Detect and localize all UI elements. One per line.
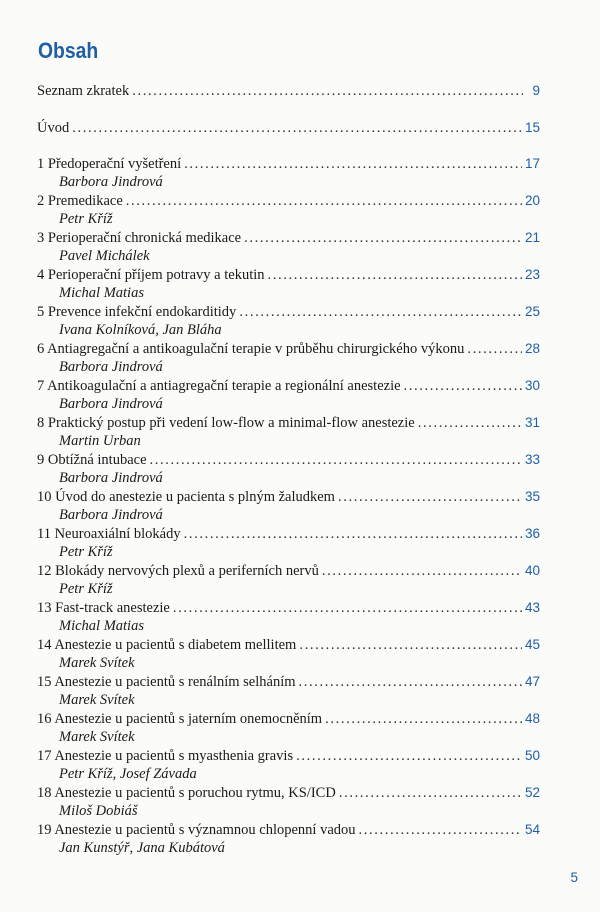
- toc-entry-authors: Marek Svítek: [59, 655, 135, 671]
- toc-entry-authors: Martin Urban: [59, 433, 141, 449]
- toc-entry-page: 9: [532, 83, 540, 98]
- toc-entry-authors: Marek Svítek: [59, 729, 135, 745]
- dot-leader: [467, 340, 522, 358]
- toc-entry-chapter[interactable]: [37, 414, 540, 432]
- dot-leader: [299, 636, 522, 654]
- toc-entry-chapter[interactable]: [37, 488, 540, 506]
- toc-entry-page: 36: [524, 526, 540, 541]
- dot-leader: [72, 119, 522, 137]
- spacer: [37, 137, 540, 155]
- chapter-list: [37, 155, 540, 858]
- toc-entry-label: 14 Anestezie u pacientů s diabetem mellitem: [37, 637, 297, 653]
- toc-entry-page: 31: [524, 415, 540, 430]
- toc-entry-authors: Petr Kříž: [59, 211, 113, 227]
- toc-entry-page: 45: [524, 637, 540, 652]
- toc-entry-label: 6 Antiagregační a antikoagulační terapie v průběhu chirurgického výkonu: [37, 341, 465, 357]
- toc-entry-page: 43: [524, 600, 540, 615]
- dot-leader: [418, 414, 522, 432]
- toc-entry-authors: Barbora Jindrová: [59, 359, 163, 375]
- toc-entry-page: 17: [524, 156, 540, 171]
- toc-entry-page: 21: [524, 230, 540, 245]
- toc-entry-authors: Barbora Jindrová: [59, 470, 163, 486]
- toc-entry-authors: Barbora Jindrová: [59, 174, 163, 190]
- dot-leader: [404, 377, 522, 395]
- toc-entry-authors: Ivana Kolníková, Jan Bláha: [59, 322, 222, 338]
- dot-leader: [299, 673, 522, 691]
- dot-leader: [338, 488, 522, 506]
- toc-entry-label: 18 Anestezie u pacientů s poruchou rytmu, KS/ICD: [37, 785, 336, 801]
- dot-leader: [239, 303, 522, 321]
- toc-entry-page: 25: [524, 304, 540, 319]
- toc-entry-authors: Marek Svítek: [59, 692, 135, 708]
- toc-entry-page: 48: [524, 711, 540, 726]
- toc-entry-page: 28: [524, 341, 540, 356]
- toc-entry-abbreviations[interactable]: [37, 82, 540, 100]
- page-title: Obsah: [38, 38, 99, 63]
- toc-entry-authors: Petr Kříž: [59, 544, 113, 560]
- toc-entry-page: 35: [524, 489, 540, 504]
- dot-leader: [244, 229, 522, 247]
- toc-entry-label: Úvod: [37, 120, 70, 136]
- toc-entry-chapter[interactable]: [37, 710, 540, 728]
- toc-entry-page: 15: [524, 120, 540, 135]
- toc-entry-label: 8 Praktický postup při vedení low-flow a minimal-flow anestezie: [37, 415, 415, 431]
- dot-leader: [184, 155, 522, 173]
- toc-entry-chapter[interactable]: [37, 636, 540, 654]
- toc-entry-chapter[interactable]: [37, 562, 540, 580]
- toc-entry-chapter[interactable]: [37, 340, 540, 358]
- toc-entry-label: 10 Úvod do anestezie u pacienta s plným žaludkem: [37, 489, 335, 505]
- toc-entry-authors: Jan Kunstýř, Jana Kubátová: [59, 840, 225, 856]
- toc-entry-label: 13 Fast-track anestezie: [37, 600, 170, 616]
- toc-entry-label: 16 Anestezie u pacientů s jaterním onemocněním: [37, 711, 323, 727]
- toc-entry-authors: Barbora Jindrová: [59, 396, 163, 412]
- toc-entry-page: 50: [524, 748, 540, 763]
- toc-entry-page: 20: [524, 193, 540, 208]
- toc-entry-chapter[interactable]: [37, 673, 540, 691]
- toc-entry-label: 5 Prevence infekční endokarditidy: [37, 304, 237, 320]
- toc-entry-chapter[interactable]: [37, 451, 540, 469]
- dot-leader: [296, 747, 522, 765]
- toc-entry-chapter[interactable]: [37, 229, 540, 247]
- toc-entry-chapter[interactable]: [37, 303, 540, 321]
- toc-entry-page: 52: [524, 785, 540, 800]
- toc-entry-authors: Michal Matias: [59, 618, 144, 634]
- spacer: [37, 100, 540, 119]
- toc-entry-label: 12 Blokády nervových plexů a periferních nervů: [37, 563, 319, 579]
- toc-entry-introduction[interactable]: [37, 119, 540, 137]
- dot-leader: [322, 562, 522, 580]
- toc-entry-chapter[interactable]: [37, 377, 540, 395]
- toc-entry-label: 3 Perioperační chronická medikace: [37, 230, 242, 246]
- toc-entry-label: 17 Anestezie u pacientů s myasthenia gravis: [37, 748, 294, 764]
- toc-entry-page: 54: [524, 822, 540, 837]
- toc-entry-authors: Petr Kříž, Josef Závada: [59, 766, 197, 782]
- dot-leader: [173, 599, 522, 617]
- toc-entry-label: 19 Anestezie u pacientů s významnou chlopenní vadou: [37, 822, 356, 838]
- dot-leader: [132, 82, 523, 100]
- toc-entry-authors: Miloš Dobiáš: [59, 803, 138, 819]
- toc-entry-page: 23: [524, 267, 540, 282]
- dot-leader: [339, 784, 522, 802]
- dot-leader: [325, 710, 522, 728]
- toc-entry-label: Seznam zkratek: [37, 83, 130, 99]
- toc-entry-chapter[interactable]: [37, 747, 540, 765]
- toc-entry-authors: Pavel Michálek: [59, 248, 150, 264]
- toc-entry-page: 30: [524, 378, 540, 393]
- toc-entry-page: 47: [524, 674, 540, 689]
- dot-leader: [126, 192, 522, 210]
- toc-entry-label: 2 Premedikace: [37, 193, 123, 209]
- dot-leader: [150, 451, 522, 469]
- toc-entry-chapter[interactable]: [37, 192, 540, 210]
- dot-leader: [184, 525, 522, 543]
- toc-entry-label: 15 Anestezie u pacientů s renálním selháním: [37, 674, 296, 690]
- toc-entry-label: 9 Obtížná intubace: [37, 452, 147, 468]
- toc-entry-chapter[interactable]: [37, 266, 540, 284]
- toc-entry-chapter[interactable]: [37, 784, 540, 802]
- toc-entry-chapter[interactable]: [37, 599, 540, 617]
- toc-entry-label: 7 Antikoagulační a antiagregační terapie a regionální anestezie: [37, 378, 401, 394]
- page-number: 5: [570, 870, 578, 885]
- toc-entry-chapter[interactable]: [37, 155, 540, 173]
- toc-entry-label: 4 Perioperační příjem potravy a tekutin: [37, 267, 265, 283]
- toc-entry-authors: Barbora Jindrová: [59, 507, 163, 523]
- toc-entry-page: 40: [524, 563, 540, 578]
- toc-entry-label: 11 Neuroaxiální blokády: [37, 526, 181, 542]
- dot-leader: [268, 266, 522, 284]
- toc-entry-authors: Michal Matias: [59, 285, 144, 301]
- dot-leader: [359, 821, 522, 839]
- toc-entry-authors: Petr Kříž: [59, 581, 113, 597]
- toc-entry-page: 33: [524, 452, 540, 467]
- toc-entry-label: 1 Předoperační vyšetření: [37, 156, 182, 172]
- toc-entry-chapter[interactable]: [37, 821, 540, 839]
- toc-entry-chapter[interactable]: [37, 525, 540, 543]
- table-of-contents: [37, 82, 540, 858]
